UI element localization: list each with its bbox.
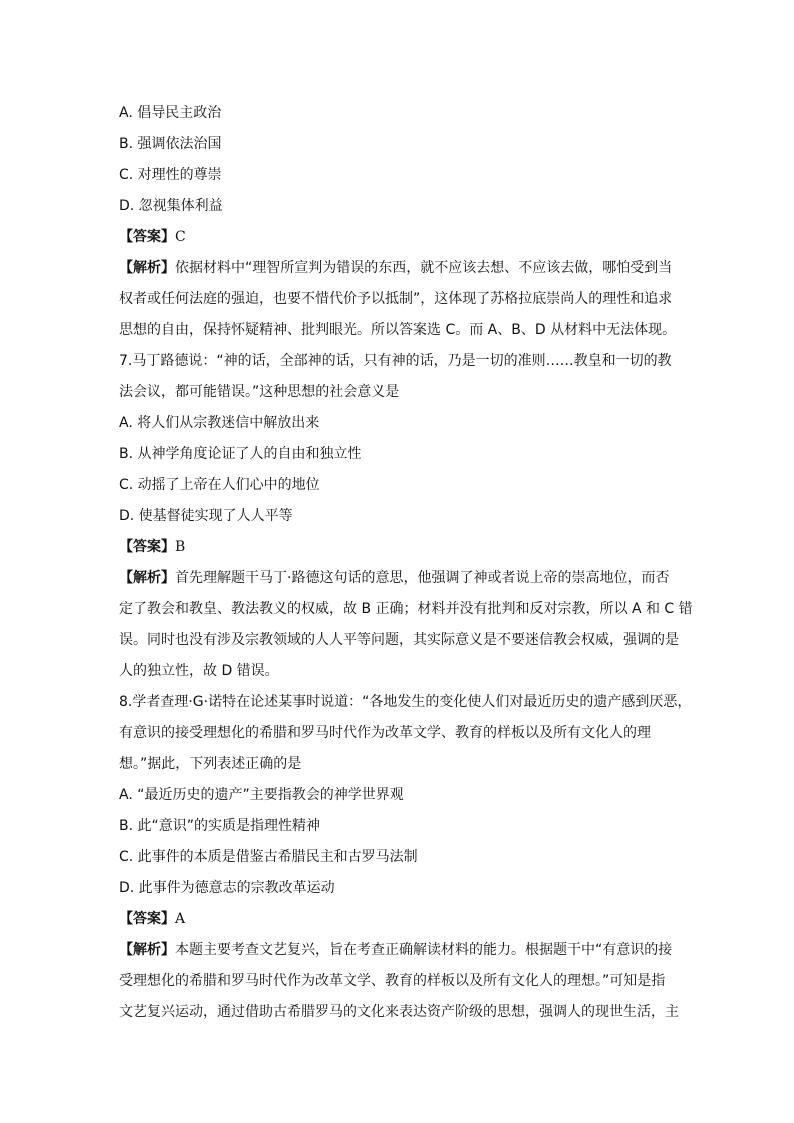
q8-analysis-line-2: 受理想化的希腊和罗马时代作为改革文学、教育的样板以及所有文化人的理想。”可知是指 xyxy=(119,973,666,989)
analysis-label: 【解析】 xyxy=(119,942,175,958)
analysis-text: 本题主要考查文艺复兴，旨在考查正确解读材料的能力。根据题干中“有意识的接 xyxy=(175,942,673,958)
analysis-text: 依据材料中“理智所宣判为错误的东西，就不应该去想、不应该去做，哪怕受到当 xyxy=(175,260,673,276)
q8-stem-line-1: 8.学者查理·G·诺特在论述某事时说道：“各地发生的变化使人们对最近历史的遗产感到厌恶， xyxy=(119,694,692,710)
q8-stem-line-2: 有意识的接受理想化的希腊和罗马时代作为改革文学、教育的样板以及所有文化人的理 xyxy=(119,725,651,741)
q6-option-b: B. 强调依法治国 xyxy=(119,136,222,152)
answer-value: A xyxy=(175,911,186,927)
q8-option-c: C. 此事件的本质是借鉴古希腊民主和古罗马法制 xyxy=(119,849,418,865)
q8-option-a: A. “最近历史的遗产”主要指教会的神学世界观 xyxy=(119,787,404,803)
q6-analysis-line-1 xyxy=(119,257,672,279)
q7-option-c: C. 动摇了上帝在人们心中的地位 xyxy=(119,477,320,493)
q7-analysis-line-4: 人的独立性，故 D 错误。 xyxy=(119,663,279,679)
analysis-text: 首先理解题干马丁·路德这句话的意思，他强调了神或者说上帝的崇高地位，而否 xyxy=(175,570,670,586)
analysis-label: 【解析】 xyxy=(119,260,175,276)
answer-label: 【答案】 xyxy=(119,539,175,555)
answer-label: 【答案】 xyxy=(119,229,175,245)
q7-option-b: B. 从神学角度论证了人的自由和独立性 xyxy=(119,446,362,462)
q7-analysis-line-1 xyxy=(119,567,669,589)
q8-answer xyxy=(119,908,185,930)
q6-option-a: A. 倡导民主政治 xyxy=(119,105,222,121)
q6-option-d: D. 忽视集体利益 xyxy=(119,198,223,214)
q8-analysis-line-1 xyxy=(119,939,672,961)
answer-label: 【答案】 xyxy=(119,911,175,927)
answer-value: B xyxy=(175,539,186,555)
q7-option-d: D. 使基督徒实现了人人平等 xyxy=(119,508,293,524)
q8-option-b: B. 此“意识”的实质是指理性精神 xyxy=(119,818,321,834)
q8-analysis-line-3: 文艺复兴运动，通过借助古希腊罗马的文化来表达资产阶级的思想，强调人的现世生活，主 xyxy=(119,1004,679,1020)
q6-option-c: C. 对理性的尊崇 xyxy=(119,167,222,183)
q6-analysis-line-2: 权者或任何法庭的强迫，也要不惜代价予以抵制”，这体现了苏格拉底崇尚人的理性和追求 xyxy=(119,291,673,307)
q8-stem-line-3: 想。”据此，下列表述正确的是 xyxy=(119,756,302,772)
q7-answer xyxy=(119,536,185,558)
answer-value: C xyxy=(175,229,186,245)
q7-option-a: A. 将人们从宗教迷信中解放出来 xyxy=(119,415,320,431)
q7-analysis-line-3: 误。同时也没有涉及宗教领域的人人平等问题，其实际意义是不要迷信教会权威，强调的是 xyxy=(119,632,679,648)
q7-stem-line-1: 7.马丁路德说：“神的话，全部神的话，只有神的话，乃是一切的准则……教皇和一切的教 xyxy=(119,353,672,369)
q6-answer xyxy=(119,226,186,248)
q7-stem-line-2: 法会议，都可能错误。”这种思想的社会意义是 xyxy=(119,384,400,400)
q7-analysis-line-2: 定了教会和教皇、教法教义的权威，故 B 正确；材料并没有批判和反对宗教，所以 A 和 C 错 xyxy=(119,601,693,617)
q8-option-d: D. 此事件为德意志的宗教改革运动 xyxy=(119,880,335,896)
q6-analysis-line-3: 思想的自由，保持怀疑精神、批判眼光。所以答案选 C。而 A、B、D 从材料中无法体现。 xyxy=(119,322,677,338)
analysis-label: 【解析】 xyxy=(119,570,175,586)
